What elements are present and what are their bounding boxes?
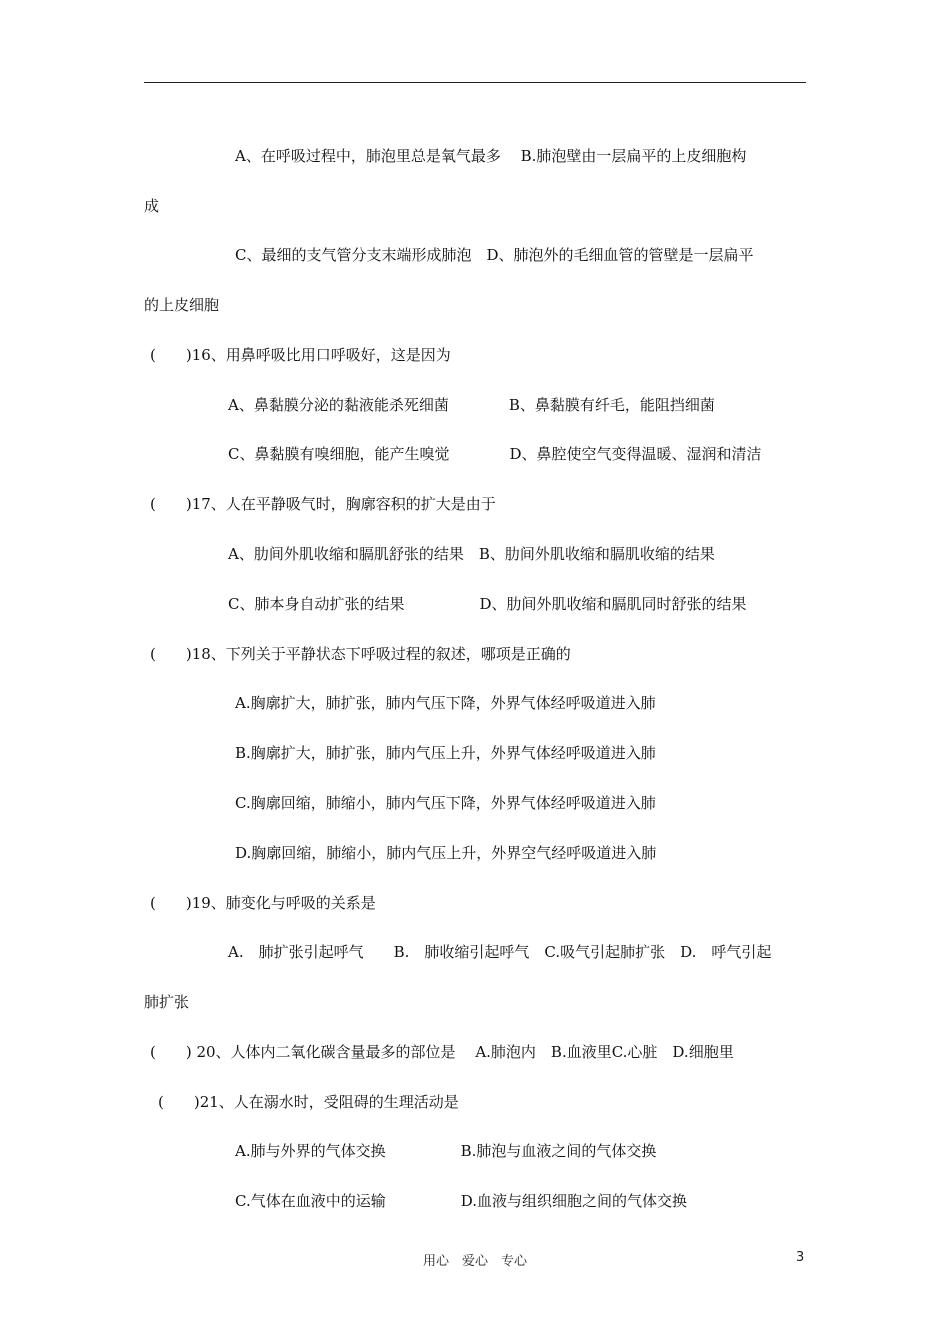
question-16: ( )16、用鼻呼吸比用口呼吸好，这是因为 bbox=[150, 346, 451, 364]
question-18: ( )18、下列关于平静状态下呼吸过程的叙述，哪项是正确的 bbox=[150, 645, 571, 663]
option-line: B.胸廓扩大，肺扩张，肺内气压上升，外界气体经呼吸道进入肺 bbox=[235, 744, 656, 762]
option-line: A.胸廓扩大，肺扩张，肺内气压下降，外界气体经呼吸道进入肺 bbox=[235, 694, 656, 712]
question-21: ( )21、人在溺水时，受阻碍的生理活动是 bbox=[158, 1093, 459, 1111]
question-20: ( ) 20、人体内二氧化碳含量最多的部位是 A.肺泡内 B.血液里C.心脏 D.细胞里 bbox=[150, 1043, 734, 1061]
question-17: ( )17、人在平静吸气时，胸廓容积的扩大是由于 bbox=[150, 495, 496, 513]
option-line: C.气体在血液中的运输 D.血液与组织细胞之间的气体交换 bbox=[235, 1192, 687, 1210]
option-line: A.肺与外界的气体交换 B.肺泡与血液之间的气体交换 bbox=[235, 1142, 657, 1160]
page-footer: 用心 爱心 专心 bbox=[422, 1254, 527, 1269]
option-line: A. 肺扩张引起呼气 B. 肺收缩引起呼气 C.吸气引起肺扩张 D. 呼气引起 bbox=[228, 943, 772, 961]
option-line: C、最细的支气管分支末端形成肺泡 D、肺泡外的毛细血管的管壁是一层扁平 bbox=[235, 246, 754, 264]
question-19: ( )19、肺变化与呼吸的关系是 bbox=[150, 894, 376, 912]
option-line-wrap: 成 bbox=[144, 197, 160, 215]
option-line: D.胸廓回缩，肺缩小，肺内气压上升，外界空气经呼吸道进入肺 bbox=[235, 844, 657, 862]
option-line: C、肺本身自动扩张的结果 D、肋间外肌收缩和膈肌同时舒张的结果 bbox=[228, 595, 747, 613]
option-line-wrap: 的上皮细胞 bbox=[144, 296, 220, 314]
option-line: C.胸廓回缩，肺缩小，肺内气压下降，外界气体经呼吸道进入肺 bbox=[235, 794, 656, 812]
option-line: A、在呼吸过程中，肺泡里总是氧气最多 B.肺泡壁由一层扁平的上皮细胞构 bbox=[235, 147, 747, 165]
option-line-wrap: 肺扩张 bbox=[144, 993, 190, 1011]
option-line: A、肋间外肌收缩和膈肌舒张的结果 B、肋间外肌收缩和膈肌收缩的结果 bbox=[228, 545, 715, 563]
option-line: A、鼻黏膜分泌的黏液能杀死细菌 B、鼻黏膜有纤毛，能阻挡细菌 bbox=[228, 396, 715, 414]
option-line: C、鼻黏膜有嗅细胞，能产生嗅觉 D、鼻腔使空气变得温暖、湿润和清洁 bbox=[228, 445, 762, 463]
header-rule bbox=[144, 82, 806, 83]
page-number: 3 bbox=[796, 1250, 805, 1265]
